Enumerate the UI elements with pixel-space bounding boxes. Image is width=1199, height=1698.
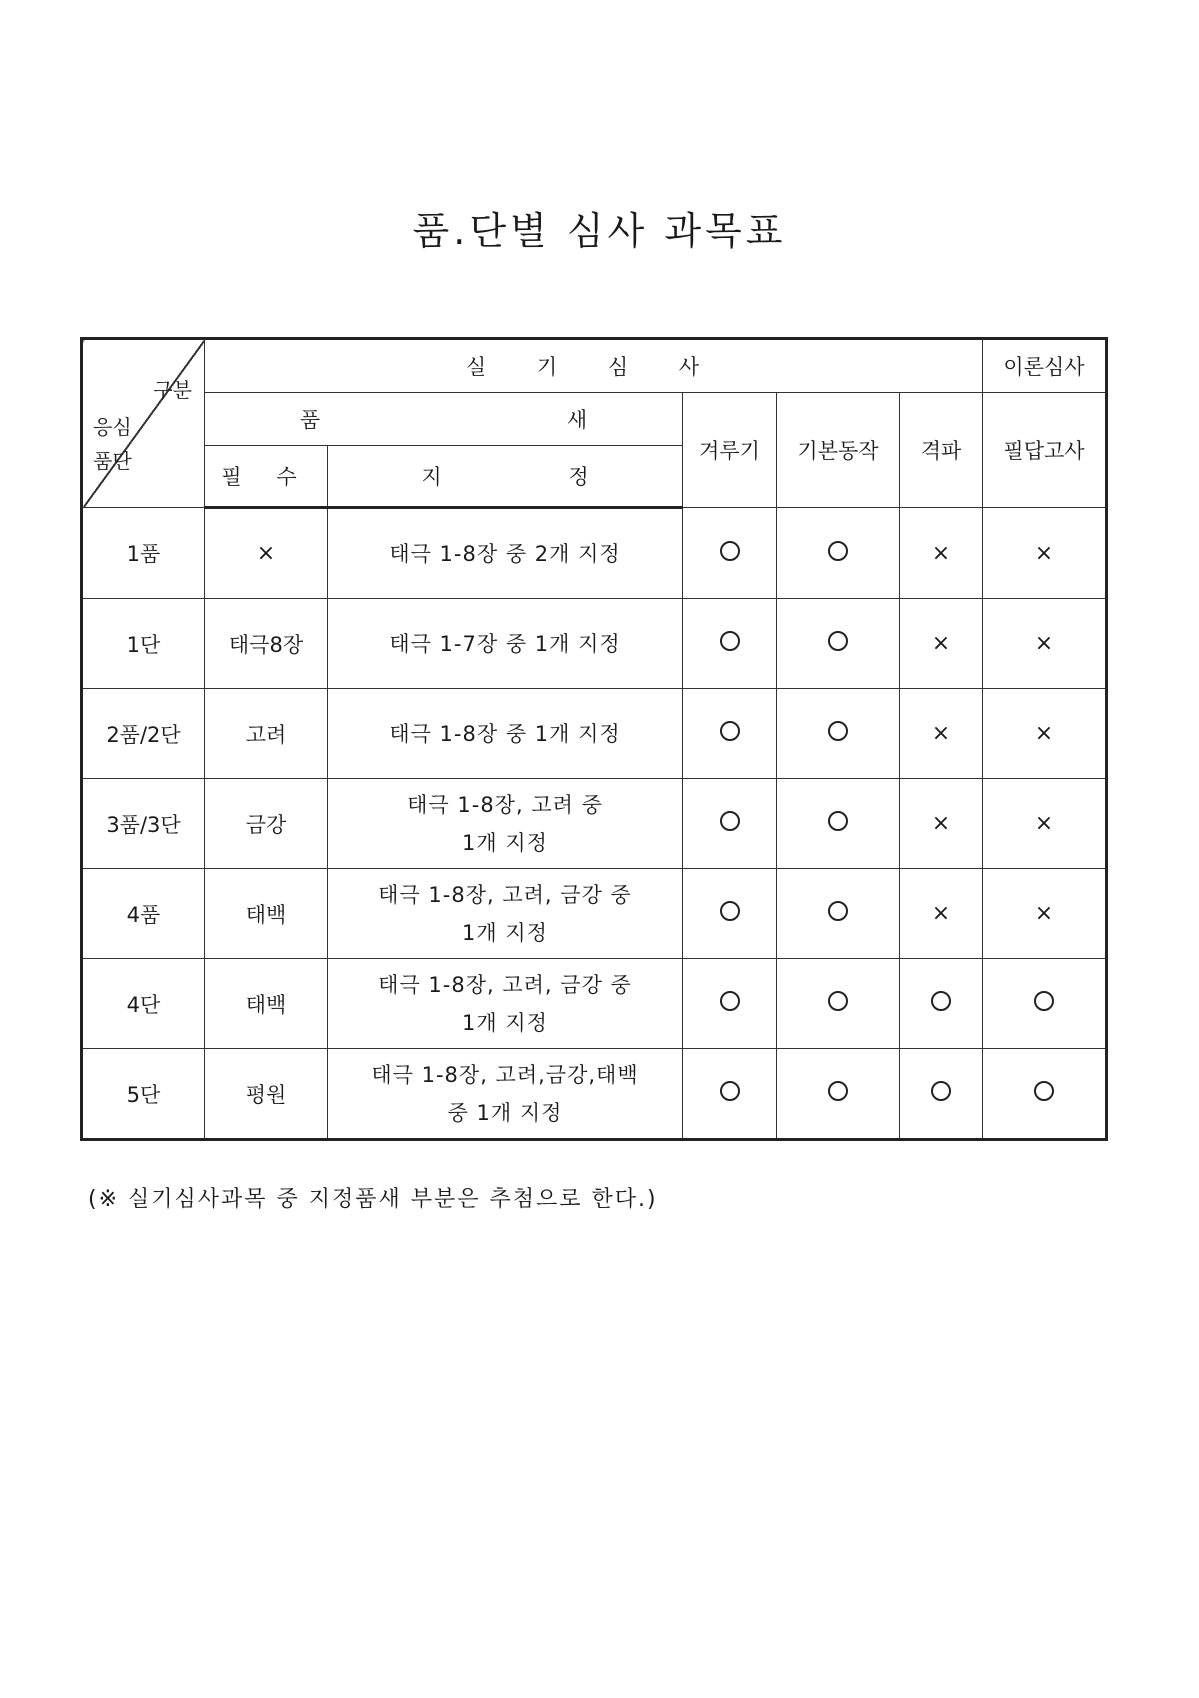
sparring-cell — [683, 599, 777, 689]
cross-mark-icon: × — [256, 541, 276, 566]
required-pumsae-cell: 태백 — [205, 959, 328, 1049]
required-pumsae-cell: 금강 — [205, 779, 328, 869]
breaking-header: 격파 — [900, 393, 983, 508]
page-title: 품.단별 심사 과목표 — [412, 209, 787, 253]
circle-mark-icon — [720, 631, 740, 651]
table-row — [82, 779, 1107, 869]
written-test-header: 필답고사 — [983, 393, 1107, 508]
cross-mark-icon: × — [931, 901, 951, 926]
circle-mark-icon — [720, 811, 740, 831]
required-pumsae-cell: 고려 — [205, 689, 328, 779]
designated-pumsae-cell — [328, 508, 683, 599]
written-cell — [983, 508, 1107, 599]
table-row — [82, 1049, 1107, 1140]
sparring-cell — [683, 779, 777, 869]
written-cell — [983, 779, 1107, 869]
circle-mark-icon — [931, 991, 951, 1011]
circle-mark-icon — [828, 721, 848, 741]
circle-mark-icon — [720, 721, 740, 741]
designated-line-1: 태극 1-8장, 고려,금강,태백 — [371, 1062, 639, 1087]
grade-cell: 4품 — [82, 869, 205, 959]
circle-mark-icon — [720, 991, 740, 1011]
circle-mark-icon — [828, 541, 848, 561]
designated-line-1: 태극 1-8장 중 2개 지정 — [389, 541, 621, 566]
designated-header-char-2: 정 — [568, 465, 589, 489]
table-row — [82, 599, 1107, 689]
required-pumsae-cell: 태백 — [205, 869, 328, 959]
breaking-cell — [900, 959, 983, 1049]
circle-mark-icon — [931, 1081, 951, 1101]
designated-header-char-1: 지 — [421, 465, 442, 489]
header-row-2 — [82, 393, 1107, 446]
designated-pumsae-cell — [328, 779, 683, 869]
circle-mark-icon — [720, 1081, 740, 1101]
corner-bottom-line1: 응심 — [93, 415, 132, 439]
circle-mark-icon — [720, 901, 740, 921]
circle-mark-icon — [828, 991, 848, 1011]
theory-exam-header: 이론심사 — [983, 339, 1107, 393]
circle-mark-icon — [1034, 991, 1054, 1011]
basic-cell — [777, 779, 900, 869]
grade-cell: 5단 — [82, 1049, 205, 1140]
written-cell — [983, 599, 1107, 689]
breaking-cell — [900, 1049, 983, 1140]
pumsae-header-char-2: 새 — [566, 408, 588, 432]
grade-cell: 4단 — [82, 959, 205, 1049]
cross-mark-icon: × — [1034, 901, 1054, 926]
breaking-cell — [900, 779, 983, 869]
designated-pumsae-cell — [328, 689, 683, 779]
designated-line-1: 태극 1-8장, 고려, 금강 중 — [378, 972, 632, 997]
basic-cell — [777, 869, 900, 959]
practical-exam-header: 실 기 심 사 — [205, 339, 983, 393]
designated-line-2: 중 1개 지정 — [447, 1100, 563, 1125]
designated-line-2: 1개 지정 — [462, 830, 548, 855]
circle-mark-icon — [720, 541, 740, 561]
required-pumsae-cell: 태극8장 — [205, 599, 328, 689]
designated-line-2: 1개 지정 — [462, 1010, 548, 1035]
designated-line-2: 1개 지정 — [462, 920, 548, 945]
cross-mark-icon: × — [1034, 631, 1054, 656]
cross-mark-icon: × — [931, 721, 951, 746]
written-cell — [983, 689, 1107, 779]
header-row-1 — [82, 339, 1107, 393]
circle-mark-icon — [828, 631, 848, 651]
corner-bottom-line2: 품단 — [93, 449, 132, 473]
table-row — [82, 869, 1107, 959]
table-row — [82, 689, 1107, 779]
sparring-cell — [683, 869, 777, 959]
designated-pumsae-cell — [328, 1049, 683, 1140]
designated-pumsae-cell — [328, 599, 683, 689]
breaking-cell — [900, 508, 983, 599]
designated-line-1: 태극 1-8장 중 1개 지정 — [389, 721, 621, 746]
cross-mark-icon: × — [1034, 540, 1054, 566]
cross-mark-icon: × — [1034, 811, 1054, 836]
circle-mark-icon — [828, 811, 848, 831]
corner-top-label: 구분 — [153, 378, 192, 402]
table-row — [82, 959, 1107, 1049]
cross-mark-icon: × — [931, 811, 951, 836]
cross-mark-icon: × — [931, 540, 951, 566]
sparring-cell — [683, 508, 777, 599]
basic-cell — [777, 689, 900, 779]
corner-diagonal-cell — [82, 339, 205, 508]
cross-mark-icon: × — [931, 631, 951, 656]
cross-mark-icon: × — [1034, 721, 1054, 746]
corner-bottom-label — [93, 410, 132, 478]
pumsae-header — [205, 393, 683, 446]
required-pumsae-cell — [205, 508, 328, 599]
circle-mark-icon — [828, 901, 848, 921]
sparring-header: 겨루기 — [683, 393, 777, 508]
grade-cell: 2품/2단 — [82, 689, 205, 779]
basic-moves-header: 기본동작 — [777, 393, 900, 508]
designated-line-1: 태극 1-8장, 고려 중 — [407, 792, 603, 817]
designated-pumsae-cell — [328, 959, 683, 1049]
required-pumsae-cell: 평원 — [205, 1049, 328, 1140]
designated-pumsae-cell — [328, 869, 683, 959]
designated-header — [328, 446, 683, 508]
written-cell — [983, 1049, 1107, 1140]
basic-cell — [777, 599, 900, 689]
circle-mark-icon — [828, 1081, 848, 1101]
breaking-cell — [900, 689, 983, 779]
required-header: 필 수 — [205, 446, 328, 508]
sparring-cell — [683, 689, 777, 779]
written-cell — [983, 869, 1107, 959]
table-row — [82, 508, 1107, 599]
grade-cell: 3품/3단 — [82, 779, 205, 869]
designated-line-1: 태극 1-7장 중 1개 지정 — [389, 631, 621, 656]
footnote: (※ 실기심사과목 중 지정품새 부분은 추첨으로 한다.) — [88, 1187, 658, 1212]
written-cell — [983, 959, 1107, 1049]
basic-cell — [777, 508, 900, 599]
designated-line-1: 태극 1-8장, 고려, 금강 중 — [378, 882, 632, 907]
table-body — [82, 508, 1107, 1140]
breaking-cell — [900, 599, 983, 689]
grade-cell: 1품 — [82, 508, 205, 599]
exam-subjects-table — [80, 337, 1108, 1141]
basic-cell — [777, 959, 900, 1049]
breaking-cell — [900, 869, 983, 959]
grade-cell: 1단 — [82, 599, 205, 689]
sparring-cell — [683, 1049, 777, 1140]
basic-cell — [777, 1049, 900, 1140]
sparring-cell — [683, 959, 777, 1049]
pumsae-header-char-1: 품 — [299, 408, 321, 432]
circle-mark-icon — [1034, 1081, 1054, 1101]
